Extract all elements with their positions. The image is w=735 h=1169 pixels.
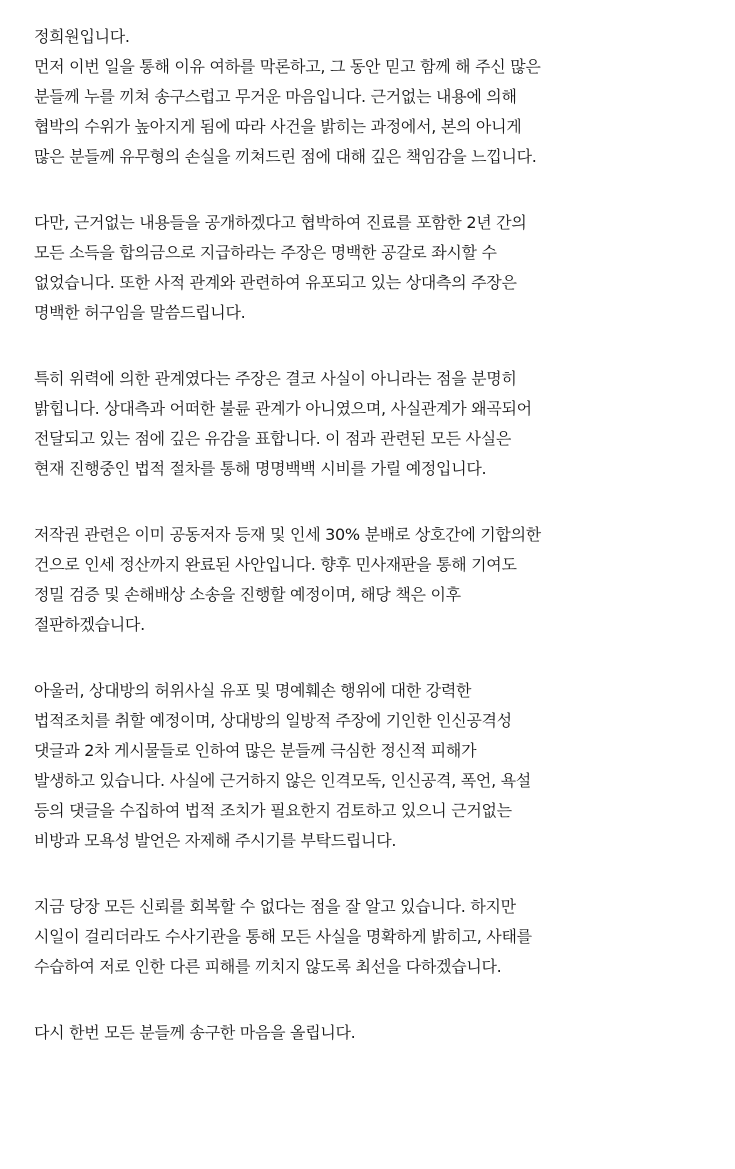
paragraph-1 (34, 22, 724, 172)
text-line: 비방과 모욕성 발언은 자제해 주시기를 부탁드립니다. (34, 831, 397, 850)
text-line: 지금 당장 모든 신뢰를 회복할 수 없다는 점을 잘 알고 있습니다. 하지만 (34, 897, 516, 916)
text-line: 수습하여 저로 인한 다른 피해를 끼치지 않도록 최선을 다하겠습니다. (34, 957, 502, 976)
paragraph-3 (34, 364, 724, 484)
paragraph-7 (34, 1018, 724, 1048)
text-line: 협박의 수위가 높아지게 됨에 따라 사건을 밝히는 과정에서, 본의 아니게 (34, 117, 522, 136)
text-line: 분들께 누를 끼쳐 송구스럽고 무거운 마음입니다. 근거없는 내용에 의해 (34, 87, 517, 106)
text-line: 저작권 관련은 이미 공동저자 등재 및 인세 30% 분배로 상호간에 기합의한 (34, 525, 541, 544)
paragraph-4 (34, 520, 724, 640)
text-line: 특히 위력에 의한 관계였다는 주장은 결코 사실이 아니라는 점을 분명히 (34, 369, 517, 388)
text-line: 정희원입니다. (34, 27, 130, 46)
text-line: 아울러, 상대방의 허위사실 유포 및 명예훼손 행위에 대한 강력한 (34, 681, 472, 700)
text-line: 전달되고 있는 점에 깊은 유감을 표합니다. 이 점과 관련된 모든 사실은 (34, 429, 512, 448)
text-line: 시일이 걸리더라도 수사기관을 통해 모든 사실을 명확하게 밝히고, 사태를 (34, 927, 532, 946)
text-line: 댓글과 2차 게시물들로 인하여 많은 분들께 극심한 정신적 피해가 (34, 741, 477, 760)
text-line: 많은 분들께 유무형의 손실을 끼쳐드린 점에 대해 깊은 책임감을 느낍니다. (34, 147, 537, 166)
text-line: 다만, 근거없는 내용들을 공개하겠다고 협박하여 진료를 포함한 2년 간의 (34, 213, 527, 232)
text-line: 명백한 허구임을 말씀드립니다. (34, 303, 246, 322)
text-line: 다시 한번 모든 분들께 송구한 마음을 올립니다. (34, 1023, 356, 1042)
paragraph-6 (34, 892, 724, 982)
text-line: 절판하겠습니다. (34, 615, 145, 634)
text-line: 건으로 인세 정산까지 완료된 사안입니다. 향후 민사재판을 통해 기여도 (34, 555, 517, 574)
statement-document (34, 22, 724, 1084)
paragraph-2 (34, 208, 724, 328)
text-line: 없었습니다. 또한 사적 관계와 관련하여 유포되고 있는 상대측의 주장은 (34, 273, 517, 292)
text-line: 밝힙니다. 상대측과 어떠한 불륜 관계가 아니였으며, 사실관계가 왜곡되어 (34, 399, 532, 418)
text-line: 정밀 검증 및 손해배상 소송을 진행할 예정이며, 해당 책은 이후 (34, 585, 461, 604)
text-line: 현재 진행중인 법적 절차를 통해 명명백백 시비를 가릴 예정입니다. (34, 459, 487, 478)
text-line: 발생하고 있습니다. 사실에 근거하지 않은 인격모독, 인신공격, 폭언, 욕설 (34, 771, 531, 790)
text-line: 모든 소득을 합의금으로 지급하라는 주장은 명백한 공갈로 좌시할 수 (34, 243, 497, 262)
text-line: 등의 댓글을 수집하여 법적 조치가 필요한지 검토하고 있으니 근거없는 (34, 801, 512, 820)
paragraph-5 (34, 676, 724, 856)
text-line: 법적조치를 취할 예정이며, 상대방의 일방적 주장에 기인한 인신공격성 (34, 711, 512, 730)
text-line: 먼저 이번 일을 통해 이유 여하를 막론하고, 그 동안 믿고 함께 해 주신 많은 (34, 57, 541, 76)
